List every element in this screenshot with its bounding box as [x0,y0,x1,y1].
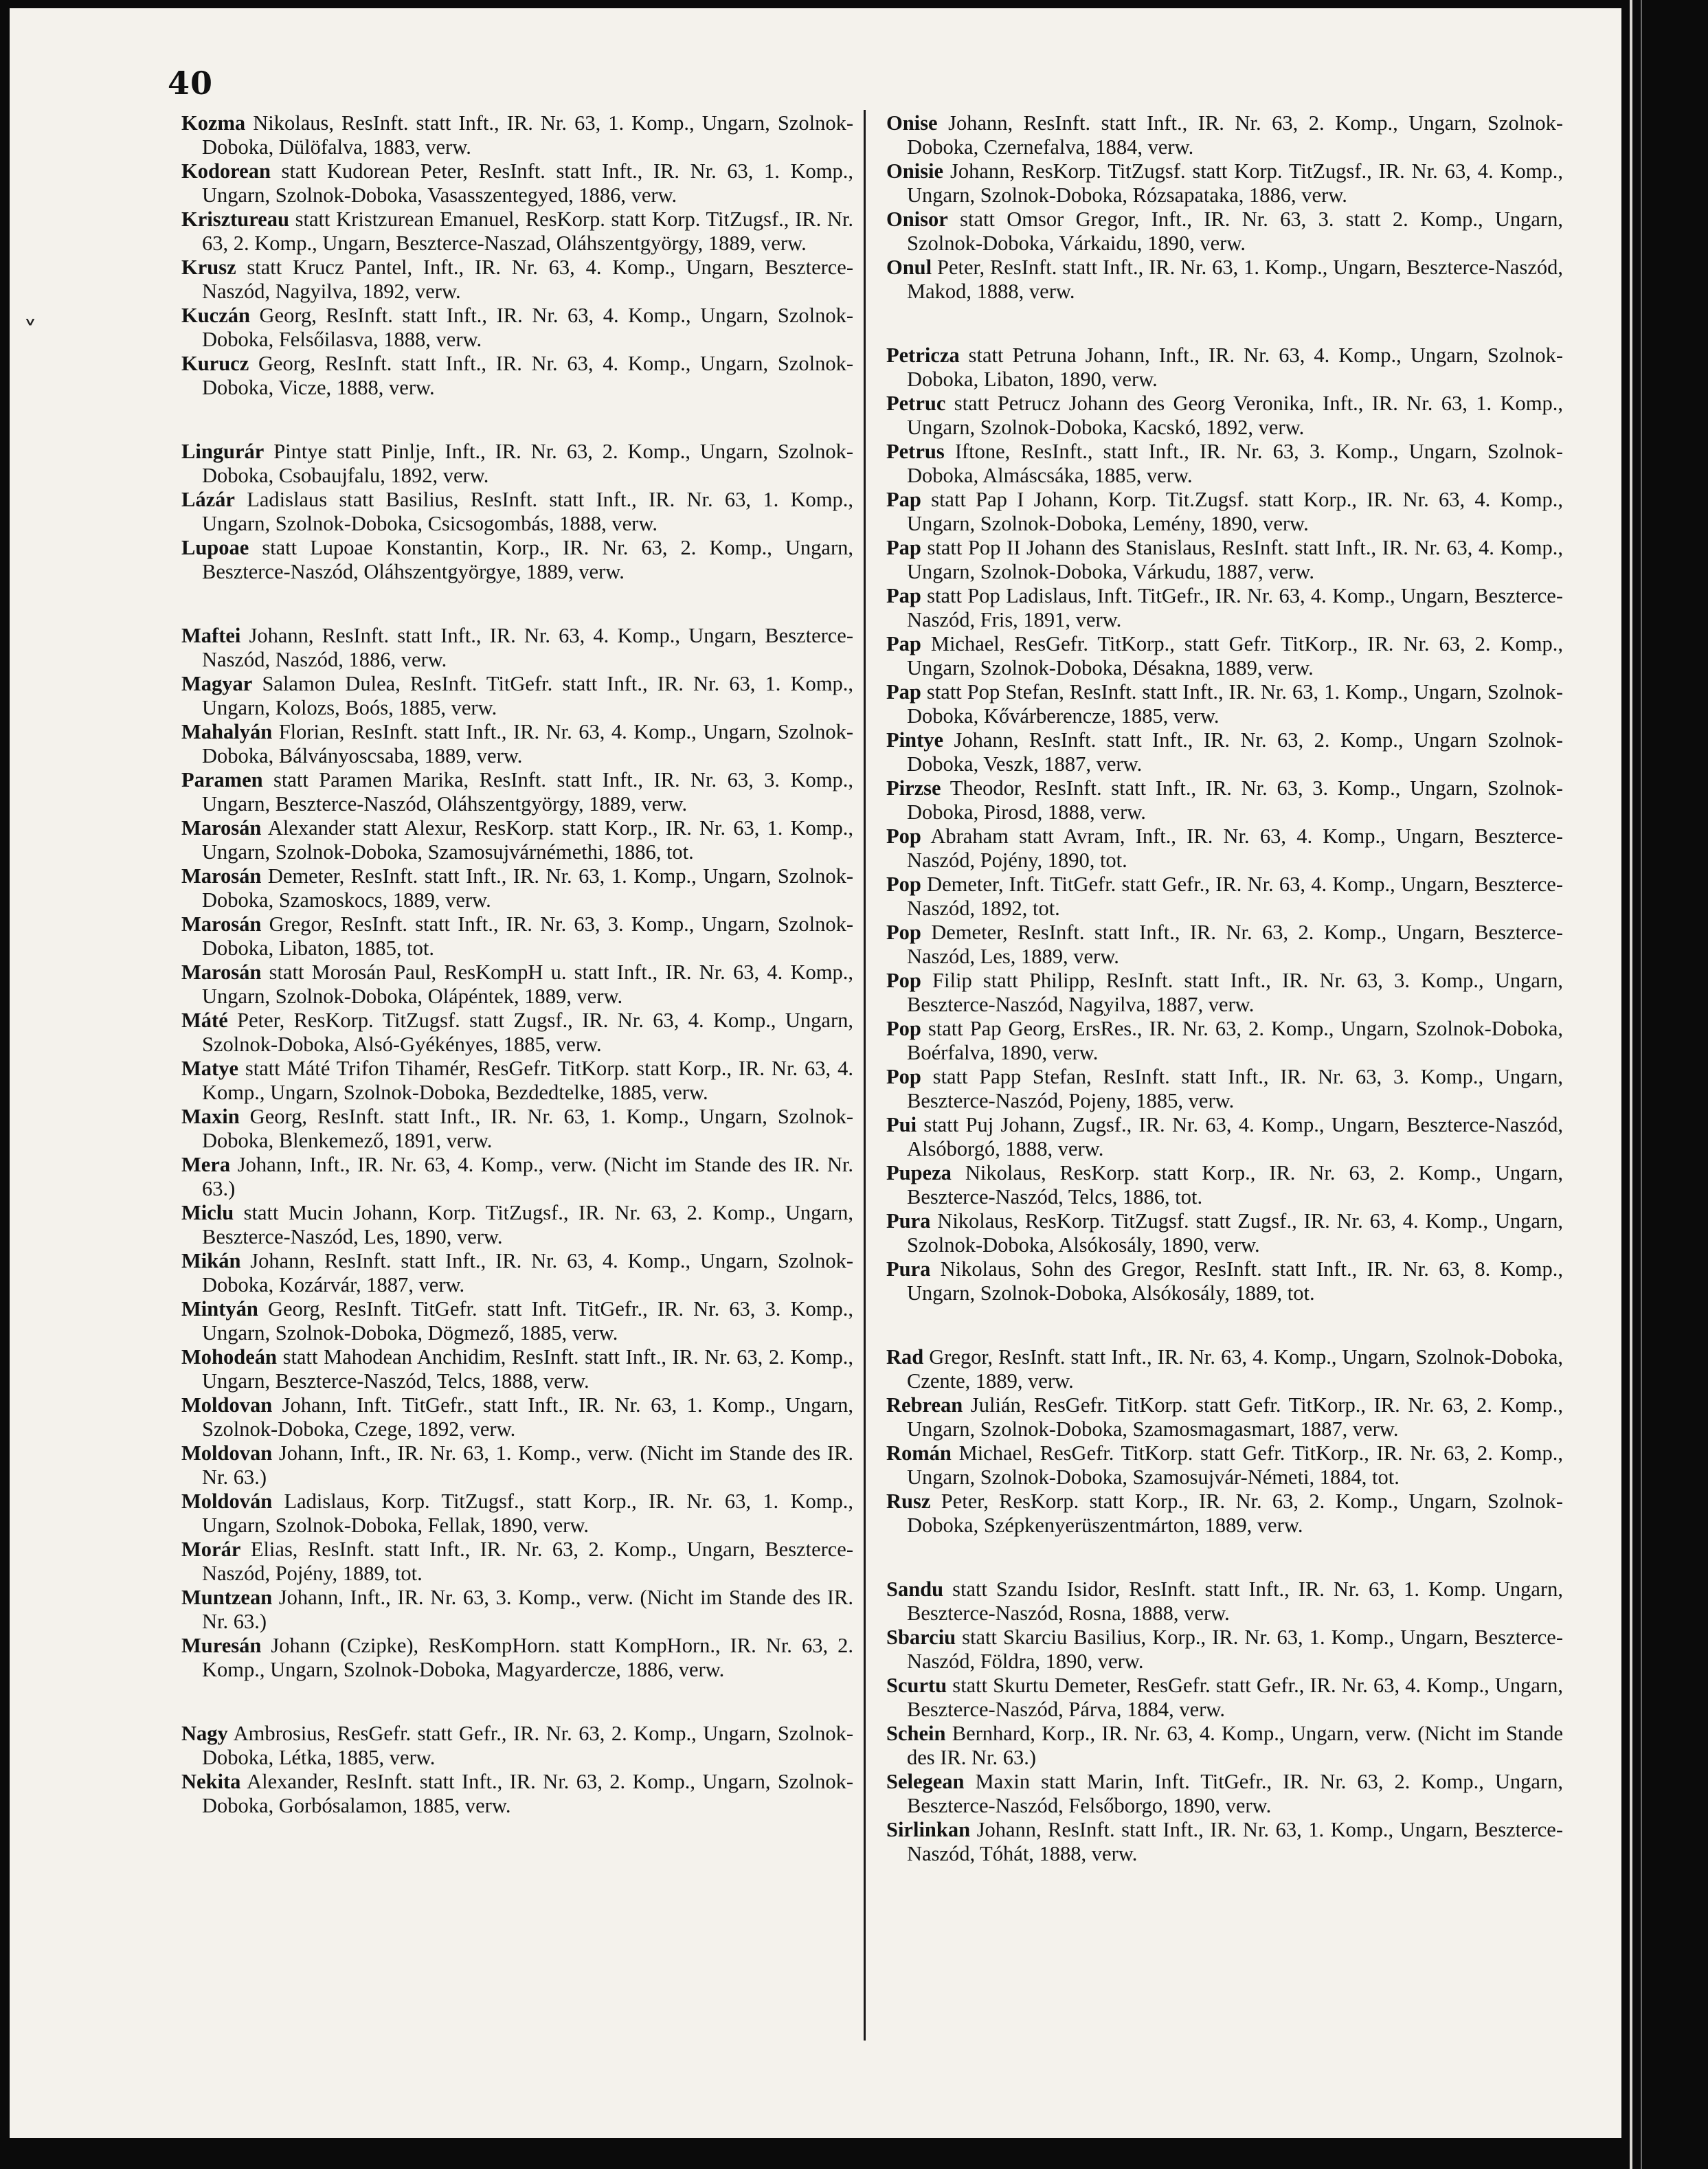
entry-surname: Moldován [181,1490,273,1513]
entry-surname: Moldovan [181,1441,273,1465]
register-entry [181,912,853,960]
entry-details: Elias, ResInft. statt Inft., IR. Nr. 63, 2. Komp., Ungarn, Beszterce-Naszód, Pojény, 1889, tot. [202,1538,853,1585]
entry-surname: Pura [886,1257,931,1281]
entry-details: Johann, ResInft. statt Inft., IR. Nr. 63, 2. Komp., Ungarn, Szolnok-Doboka, Czernefalva, 1884, verw. [907,111,1563,159]
entry-surname: Onul [886,256,932,279]
register-entry [886,632,1563,680]
entry-details: statt Petrucz Johann des Georg Veronika, Inft., IR. Nr. 63, 1. Komp., Ungarn, Szolnok-Doboka, Kacskó, 1892, verw. [907,392,1563,439]
entry-surname: Marosán [181,864,262,888]
entry-surname: Paramen [181,768,263,791]
register-entry [886,1017,1563,1065]
entry-surname: Pop [886,873,921,896]
entry-surname: Petricza [886,344,960,367]
register-entry [886,680,1563,728]
entry-details: Theodor, ResInft. statt Inft., IR. Nr. 63, 3. Komp., Ungarn, Szolnok-Doboka, Pirosd, 1888, verw. [907,776,1563,824]
entry-details: statt Krucz Pantel, Inft., IR. Nr. 63, 4. Komp., Ungarn, Beszterce-Naszód, Nagyilva, 1892, verw. [202,256,853,303]
entry-details: Salamon Dulea, ResInft. TitGefr. statt Inft., IR. Nr. 63, 1. Komp., Ungarn, Kolozs, Boós, 1885, verw. [202,672,853,719]
entry-details: Alexander, ResInft. statt Inft., IR. Nr. 63, 2. Komp., Ungarn, Szolnok-Doboka, Gorbósalamon, 1885, verw. [202,1770,853,1817]
entry-surname: Pap [886,584,921,607]
entry-details: Johann (Czipke), ResKompHorn. statt KompHorn., IR. Nr. 63, 2. Komp., Ungarn, Szolnok-Doboka, Magyardercze, 1886, verw. [202,1634,853,1681]
register-entry [886,921,1563,969]
entry-details: Alexander statt Alexur, ResKorp. statt Korp., IR. Nr. 63, 1. Komp., Ungarn, Szolnok-Doboka, Szamosujvárnémethi, 1886, tot. [202,816,853,864]
entry-details: Demeter, Inft. TitGefr. statt Gefr., IR. Nr. 63, 4. Komp., Ungarn, Beszterce-Naszód, 1892, tot. [907,873,1563,920]
entry-surname: Onisor [886,207,948,231]
register-entry [886,1393,1563,1441]
column-divider [864,110,866,2041]
entry-details: Georg, ResInft. statt Inft., IR. Nr. 63, 1. Komp., Ungarn, Szolnok-Doboka, Blenkemező, 1891, verw. [202,1105,853,1152]
entry-details: Georg, ResInft. statt Inft., IR. Nr. 63, 4. Komp., Ungarn, Szolnok-Doboka, Felsőilasva, 1888, verw. [202,304,853,351]
register-entry [886,111,1563,159]
entry-surname: Kodorean [181,159,271,183]
entry-details: Gregor, ResInft. statt Inft., IR. Nr. 63, 4. Komp., Ungarn, Szolnok-Doboka, Czente, 1889, verw. [907,1345,1563,1393]
entry-details: Ambrosius, ResGefr. statt Gefr., IR. Nr. 63, 2. Komp., Ungarn, Szolnok-Doboka, Létka, 1885, verw. [202,1722,853,1769]
register-entry [886,584,1563,632]
page-number: 40 [168,65,214,102]
entry-surname: Moldovan [181,1393,273,1417]
entry-details: Johann, Inft., IR. Nr. 63, 3. Komp., verw. (Nicht im Stande des IR. Nr. 63.) [202,1586,853,1633]
entry-surname: Petruc [886,392,946,415]
entry-details: Nikolaus, ResKorp. TitZugsf. statt Zugsf., IR. Nr. 63, 4. Komp., Ungarn, Szolnok-Doboka, Alsókosály, 1890, verw. [907,1209,1563,1257]
entry-surname: Pop [886,1017,921,1040]
register-entry [181,1249,853,1297]
register-entry [181,440,853,488]
register-entry [181,256,853,304]
entry-surname: Nagy [181,1722,228,1745]
register-entry [181,960,853,1009]
register-entry [181,1393,853,1441]
entry-details: statt Pap I Johann, Korp. Tit.Zugsf. statt Korp., IR. Nr. 63, 4. Komp., Ungarn, Szolnok-Doboka, Lemény, 1890, verw. [907,488,1563,535]
entry-details: statt Puj Johann, Zugsf., IR. Nr. 63, 4. Komp., Ungarn, Beszterce-Naszód, Alsóborgó, 1888, verw. [907,1113,1563,1160]
register-entry [181,1441,853,1490]
entry-details: Demeter, ResInft. statt Inft., IR. Nr. 63, 1. Komp., Ungarn, Szolnok-Doboka, Szamoskocs, 1889, verw. [202,864,853,912]
entry-details: statt Pop Ladislaus, Inft. TitGefr., IR. Nr. 63, 4. Komp., Ungarn, Beszterce-Naszód, Fris, 1891, verw. [907,584,1563,631]
entry-details: statt Papp Stefan, ResInft. statt Inft., IR. Nr. 63, 3. Komp., Ungarn, Beszterce-Naszód, Pojeny, 1885, verw. [907,1065,1563,1112]
entry-details: Julián, ResGefr. TitKorp. statt Gefr. TitKorp., IR. Nr. 63, 2. Komp., Ungarn, Szolnok-Doboka, Szamosmagasmart, 1887, verw. [907,1393,1563,1441]
register-entry [886,1626,1563,1674]
entry-surname: Scurtu [886,1674,947,1697]
entry-surname: Maftei [181,624,241,647]
entry-surname: Pap [886,632,921,655]
entry-details: Pintye statt Pinlje, Inft., IR. Nr. 63, 2. Komp., Ungarn, Szolnok-Doboka, Csobaujfalu, 1892, verw. [202,440,853,487]
register-entry [181,1770,853,1818]
register-entry [886,1722,1563,1770]
entry-surname: Nekita [181,1770,241,1793]
entry-surname: Miclu [181,1201,234,1224]
entry-details: Ladislaus, Korp. TitZugsf., statt Korp., IR. Nr. 63, 1. Komp., Ungarn, Szolnok-Doboka, Fellak, 1890, verw. [202,1490,853,1537]
register-entry [181,1105,853,1153]
register-entry [886,969,1563,1017]
entry-surname: Rad [886,1345,924,1369]
register-entry [181,1345,853,1393]
entry-surname: Krisztureau [181,207,289,231]
entry-details: statt Mahodean Anchidim, ResInft. statt Inft., IR. Nr. 63, 2. Komp., Ungarn, Beszterce-Naszód, Telcs, 1888, verw. [202,1345,853,1393]
entry-surname: Mahalyán [181,720,273,743]
entry-details: Georg, ResInft. TitGefr. statt Inft. TitGefr., IR. Nr. 63, 3. Komp., Ungarn, Szolnok-Doboka, Dögmező, 1885, verw. [202,1297,853,1345]
section-gap [181,584,853,624]
entry-surname: Kurucz [181,352,249,375]
register-entry [181,1201,853,1249]
entry-details: statt Skurtu Demeter, ResGefr. statt Gefr., IR. Nr. 63, 4. Komp., Ungarn, Beszterce-Naszód, Párva, 1884, verw. [907,1674,1563,1721]
entry-surname: Marosán [181,912,262,936]
register-entry [181,159,853,207]
left-column [181,111,853,1818]
register-entry [886,1577,1563,1626]
entry-details: Florian, ResInft. statt Inft., IR. Nr. 63, 4. Komp., Ungarn, Szolnok-Doboka, Bálványoscsaba, 1889, verw. [202,720,853,767]
register-entry [886,776,1563,824]
entry-details: Filip statt Philipp, ResInft. statt Inft., IR. Nr. 63, 3. Komp., Ungarn, Beszterce-Naszód, Nagyilva, 1887, verw. [907,969,1563,1016]
entry-surname: Mikán [181,1249,241,1272]
register-entry [886,1209,1563,1257]
entry-surname: Selegean [886,1770,965,1793]
entry-surname: Pap [886,536,921,559]
entry-surname: Pupeza [886,1161,952,1184]
register-entry [886,392,1563,440]
entry-details: statt Szandu Isidor, ResInft. statt Inft., IR. Nr. 63, 1. Komp. Ungarn, Beszterce-Naszód, Rosna, 1888, verw. [907,1577,1563,1625]
entry-details: statt Morosán Paul, ResKompH u. statt Inft., IR. Nr. 63, 4. Komp., Ungarn, Szolnok-Doboka, Olápéntek, 1889, verw. [202,960,853,1008]
entry-details: Johann, Inft., IR. Nr. 63, 4. Komp., verw. (Nicht im Stande des IR. Nr. 63.) [202,1153,853,1200]
register-entry [181,304,853,352]
register-entry [181,1297,853,1345]
entry-surname: Muntzean [181,1586,273,1609]
register-entry [886,344,1563,392]
entry-surname: Sirlinkan [886,1818,971,1841]
entry-surname: Morár [181,1538,241,1561]
register-entry [181,1057,853,1105]
entry-surname: Rebrean [886,1393,963,1417]
register-entry [886,728,1563,776]
entry-surname: Onise [886,111,938,135]
entry-details: statt Pop II Johann des Stanislaus, ResInft. statt Inft., IR. Nr. 63, 4. Komp., Ungarn, Szolnok-Doboka, Várkudu, 1887, verw. [907,536,1563,583]
entry-details: statt Kristzurean Emanuel, ResKorp. statt Korp. TitZugsf., IR. Nr. 63, 2. Komp., Ungarn, Beszterce-Naszad, Oláhszentgyörgy, 1889, verw. [202,207,853,255]
register-entry [181,816,853,864]
register-entry [886,440,1563,488]
entry-details: Johann, ResInft. statt Inft., IR. Nr. 63, 4. Komp., Ungarn, Szolnok-Doboka, Kozárvár, 1887, verw. [202,1249,853,1296]
entry-surname: Pintye [886,728,944,752]
register-entry [886,1674,1563,1722]
entry-surname: Marosán [181,960,262,984]
register-entry [181,768,853,816]
right-column [886,111,1563,1866]
entry-surname: Mera [181,1153,231,1176]
register-entry [181,1009,853,1057]
register-entry [181,111,853,159]
entry-details: statt Petruna Johann, Inft., IR. Nr. 63, 4. Komp., Ungarn, Szolnok-Doboka, Libaton, 1890, verw. [907,344,1563,391]
entry-surname: Petrus [886,440,945,463]
entry-surname: Pop [886,824,921,848]
section-gap [181,400,853,440]
entry-surname: Sandu [886,1577,944,1601]
entry-surname: Pop [886,921,921,944]
entry-details: Peter, ResKorp. TitZugsf. statt Zugsf., IR. Nr. 63, 4. Komp., Ungarn, Szolnok-Doboka, Alsó-Gyékényes, 1885, verw. [202,1009,853,1056]
entry-details: Michael, ResGefr. TitKorp. statt Gefr. TitKorp., IR. Nr. 63, 2. Komp., Ungarn, Szolnok-Doboka, Szamosujvár-Németi, 1884, tot. [907,1441,1563,1489]
entry-surname: Pap [886,488,921,511]
entry-surname: Magyar [181,672,253,695]
register-entry [181,672,853,720]
register-entry [886,488,1563,536]
entry-details: Demeter, ResInft. statt Inft., IR. Nr. 63, 2. Komp., Ungarn, Beszterce-Naszód, Les, 1889, verw. [907,921,1563,968]
entry-surname: Mintyán [181,1297,258,1320]
entry-details: statt Omsor Gregor, Inft., IR. Nr. 63, 3. statt 2. Komp., Ungarn, Szolnok-Doboka, Várkaidu, 1890, verw. [907,207,1563,255]
entry-details: Bernhard, Korp., IR. Nr. 63, 4. Komp., Ungarn, verw. (Nicht im Stande des IR. Nr. 63.) [907,1722,1563,1769]
entry-details: Johann, Inft. TitGefr., statt Inft., IR. Nr. 63, 1. Komp., Ungarn, Szolnok-Doboka, Czege, 1892, verw. [202,1393,853,1441]
entry-details: Peter, ResKorp. statt Korp., IR. Nr. 63, 2. Komp., Ungarn, Szolnok-Doboka, Szépkenyerüszentmárton, 1889, verw. [907,1490,1563,1537]
register-entry [181,1538,853,1586]
register-entry [886,824,1563,873]
register-entry [886,256,1563,304]
entry-details: Ladislaus statt Basilius, ResInft. statt Inft., IR. Nr. 63, 1. Komp., Ungarn, Szolnok-Doboka, Csicsogombás, 1888, verw. [202,488,853,535]
entry-surname: Pap [886,680,921,704]
entry-details: Abraham statt Avram, Inft., IR. Nr. 63, 4. Komp., Ungarn, Beszterce-Naszód, Pojény, 1890, tot. [907,824,1563,872]
register-entry [181,1490,853,1538]
entry-details: statt Lupoae Konstantin, Korp., IR. Nr. 63, 2. Komp., Ungarn, Beszterce-Naszód, Oláhszentgyörgye, 1889, verw. [202,536,853,583]
scan-edge [1630,0,1632,2169]
document-page [10,8,1621,2138]
register-entry [886,1113,1563,1161]
register-entry [886,1065,1563,1113]
register-entry [886,1345,1563,1393]
section-gap [886,304,1563,344]
register-entry [181,720,853,768]
entry-details: Nikolaus, Sohn des Gregor, ResInft. statt Inft., IR. Nr. 63, 8. Komp., Ungarn, Szolnok-Doboka, Alsókosály, 1889, tot. [907,1257,1563,1305]
entry-surname: Onisie [886,159,944,183]
entry-surname: Krusz [181,256,236,279]
entry-surname: Mohodeán [181,1345,277,1369]
entry-surname: Pui [886,1113,917,1136]
entry-details: Georg, ResInft. statt Inft., IR. Nr. 63, 4. Komp., Ungarn, Szolnok-Doboka, Vicze, 1888, verw. [202,352,853,399]
scan-edge-shadow [1641,0,1642,2169]
entry-details: statt Mucin Johann, Korp. TitZugsf., IR. Nr. 63, 2. Komp., Ungarn, Beszterce-Naszód, Les, 1890, verw. [202,1201,853,1248]
entry-details: statt Skarciu Basilius, Korp., IR. Nr. 63, 1. Komp., Ungarn, Beszterce-Naszód, Földra, 1890, verw. [907,1626,1563,1673]
entry-details: statt Pap Georg, ErsRes., IR. Nr. 63, 2. Komp., Ungarn, Szolnok-Doboka, Boérfalva, 1890, verw. [907,1017,1563,1064]
entry-surname: Sbarciu [886,1626,956,1649]
register-entry [886,159,1563,207]
entry-surname: Lázár [181,488,235,511]
register-entry [886,1257,1563,1305]
register-entry [181,352,853,400]
entry-surname: Pirzse [886,776,941,800]
entry-details: Gregor, ResInft. statt Inft., IR. Nr. 63, 3. Komp., Ungarn, Szolnok-Doboka, Libaton, 1885, tot. [202,912,853,960]
entry-details: statt Kudorean Peter, ResInft. statt Inft., IR. Nr. 63, 1. Komp., Ungarn, Szolnok-Doboka, Vasasszentegyed, 1886, verw. [202,159,853,207]
entry-details: Nikolaus, ResInft. statt Inft., IR. Nr. 63, 1. Komp., Ungarn, Szolnok-Doboka, Dülöfalva, 1883, verw. [202,111,853,159]
entry-surname: Schein [886,1722,946,1745]
section-gap [886,1538,1563,1577]
register-entry [181,488,853,536]
entry-details: Johann, ResKorp. TitZugsf. statt Korp. TitZugsf., IR. Nr. 63, 4. Komp., Ungarn, Szolnok-Doboka, Rózsapataka, 1886, verw. [907,159,1563,207]
entry-surname: Pop [886,1065,921,1088]
entry-details: statt Máté Trifon Tihamér, ResGefr. TitKorp. statt Korp., IR. Nr. 63, 4. Komp., Ungarn, Szolnok-Doboka, Bezdedtelke, 1885, verw. [202,1057,853,1104]
entry-details: Iftone, ResInft., statt Inft., IR. Nr. 63, 3. Komp., Ungarn, Szolnok-Doboka, Almáscsáka, 1885, verw. [907,440,1563,487]
entry-surname: Kozma [181,111,246,135]
register-entry [181,1722,853,1770]
entry-surname: Marosán [181,816,262,840]
register-entry [886,1161,1563,1209]
register-entry [181,536,853,584]
margin-mark-icon: ˅ [23,316,37,348]
register-entry [886,536,1563,584]
entry-details: Johann, ResInft. statt Inft., IR. Nr. 63, 1. Komp., Ungarn, Beszterce-Naszód, Tóhát, 1888, verw. [907,1818,1563,1865]
entry-surname: Lingurár [181,440,265,463]
register-entry [181,207,853,256]
entry-details: Peter, ResInft. statt Inft., IR. Nr. 63, 1. Komp., Ungarn, Beszterce-Naszód, Makod, 1888, verw. [907,256,1563,303]
entry-details: Maxin statt Marin, Inft. TitGefr., IR. Nr. 63, 2. Komp., Ungarn, Beszterce-Naszód, Felsőborgo, 1890, verw. [907,1770,1563,1817]
entry-details: Nikolaus, ResKorp. statt Korp., IR. Nr. 63, 2. Komp., Ungarn, Beszterce-Naszód, Telcs, 1886, tot. [907,1161,1563,1209]
register-entry [181,1153,853,1201]
entry-surname: Maxin [181,1105,240,1128]
register-entry [886,1818,1563,1866]
register-entry [886,1490,1563,1538]
entry-details: Johann, Inft., IR. Nr. 63, 1. Komp., verw. (Nicht im Stande des IR. Nr. 63.) [202,1441,853,1489]
entry-details: Johann, ResInft. statt Inft., IR. Nr. 63, 2. Komp., Ungarn Szolnok-Doboka, Veszk, 1887, verw. [907,728,1563,776]
register-entry [886,207,1563,256]
entry-details: statt Paramen Marika, ResInft. statt Inft., IR. Nr. 63, 3. Komp., Ungarn, Beszterce-Naszód, Oláhszentgyörgy, 1889, verw. [202,768,853,816]
register-entry [181,624,853,672]
entry-surname: Kuczán [181,304,250,327]
entry-surname: Pura [886,1209,931,1233]
entry-surname: Máté [181,1009,228,1032]
entry-details: Johann, ResInft. statt Inft., IR. Nr. 63, 4. Komp., Ungarn, Beszterce-Naszód, Naszód, 1886, verw. [202,624,853,671]
register-entry [181,1586,853,1634]
entry-surname: Rusz [886,1490,931,1513]
entry-details: Michael, ResGefr. TitKorp., statt Gefr. TitKorp., IR. Nr. 63, 2. Komp., Ungarn, Szolnok-Doboka, Désakna, 1889, verw. [907,632,1563,679]
entry-surname: Muresán [181,1634,262,1657]
section-gap [181,1682,853,1722]
entry-surname: Lupoae [181,536,249,559]
section-gap [886,1305,1563,1345]
register-entry [181,1634,853,1682]
register-entry [886,1441,1563,1490]
register-entry [181,864,853,912]
entry-surname: Román [886,1441,952,1465]
register-entry [886,873,1563,921]
register-entry [886,1770,1563,1818]
entry-details: statt Pop Stefan, ResInft. statt Inft., IR. Nr. 63, 1. Komp., Ungarn, Szolnok-Doboka, Kővárberencze, 1885, verw. [907,680,1563,728]
entry-surname: Matye [181,1057,238,1080]
entry-surname: Pop [886,969,921,992]
